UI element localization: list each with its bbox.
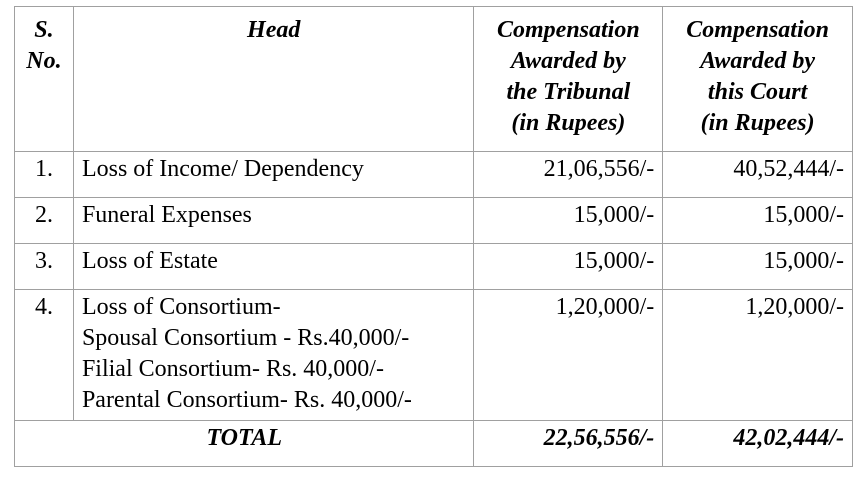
row-sno: 4. <box>15 290 74 421</box>
header-head-label: Head <box>247 17 301 43</box>
row-head <box>73 152 474 198</box>
row-head-line: Loss of Estate <box>81 248 218 274</box>
header-court-line-2: Awarded by <box>700 48 816 74</box>
row-head <box>73 198 474 244</box>
header-sno <box>15 7 74 152</box>
row-sno: 2. <box>15 198 74 244</box>
header-sno-line-1: S. <box>34 17 54 43</box>
table-row <box>15 198 853 244</box>
row-head-line: Spousal Consortium - Rs.40,000/- <box>81 325 410 351</box>
row-tribunal-amount: 1,20,000/- <box>474 290 663 421</box>
compensation-table <box>14 6 853 467</box>
row-head <box>73 290 474 421</box>
header-head <box>73 7 474 152</box>
row-head-line: Loss of Income/ Dependency <box>81 156 364 182</box>
header-court-line-4: (in Rupees) <box>700 110 815 136</box>
header-tribunal-line-4: (in Rupees) <box>511 110 626 136</box>
table-row <box>15 152 853 198</box>
header-court-line-3: this Court <box>707 79 808 105</box>
header-court <box>663 7 853 152</box>
header-tribunal <box>474 7 663 152</box>
header-tribunal-line-1: Compensation <box>497 17 640 43</box>
row-head-line: Parental Consortium- Rs. 40,000/- <box>81 387 412 413</box>
row-head-line: Funeral Expenses <box>81 202 252 228</box>
row-court-amount: 15,000/- <box>663 244 853 290</box>
table-row <box>15 244 853 290</box>
row-head-line: Loss of Consortium- <box>81 294 281 320</box>
total-row <box>15 421 853 467</box>
total-tribunal-amount: 22,56,556/- <box>474 421 663 467</box>
row-tribunal-amount: 21,06,556/- <box>474 152 663 198</box>
row-sno: 1. <box>15 152 74 198</box>
row-head-line: Filial Consortium- Rs. 40,000/- <box>81 356 384 382</box>
table-header-row <box>15 7 853 152</box>
row-court-amount: 15,000/- <box>663 198 853 244</box>
row-court-amount: 40,52,444/- <box>663 152 853 198</box>
row-head <box>73 244 474 290</box>
header-sno-line-2: No. <box>26 48 62 74</box>
table-row <box>15 290 853 421</box>
row-court-amount: 1,20,000/- <box>663 290 853 421</box>
total-court-amount: 42,02,444/- <box>663 421 853 467</box>
header-tribunal-line-3: the Tribunal <box>506 79 631 105</box>
total-label: TOTAL <box>15 421 474 467</box>
row-tribunal-amount: 15,000/- <box>474 198 663 244</box>
row-tribunal-amount: 15,000/- <box>474 244 663 290</box>
header-tribunal-line-2: Awarded by <box>510 48 626 74</box>
header-court-line-1: Compensation <box>686 17 829 43</box>
row-sno: 3. <box>15 244 74 290</box>
